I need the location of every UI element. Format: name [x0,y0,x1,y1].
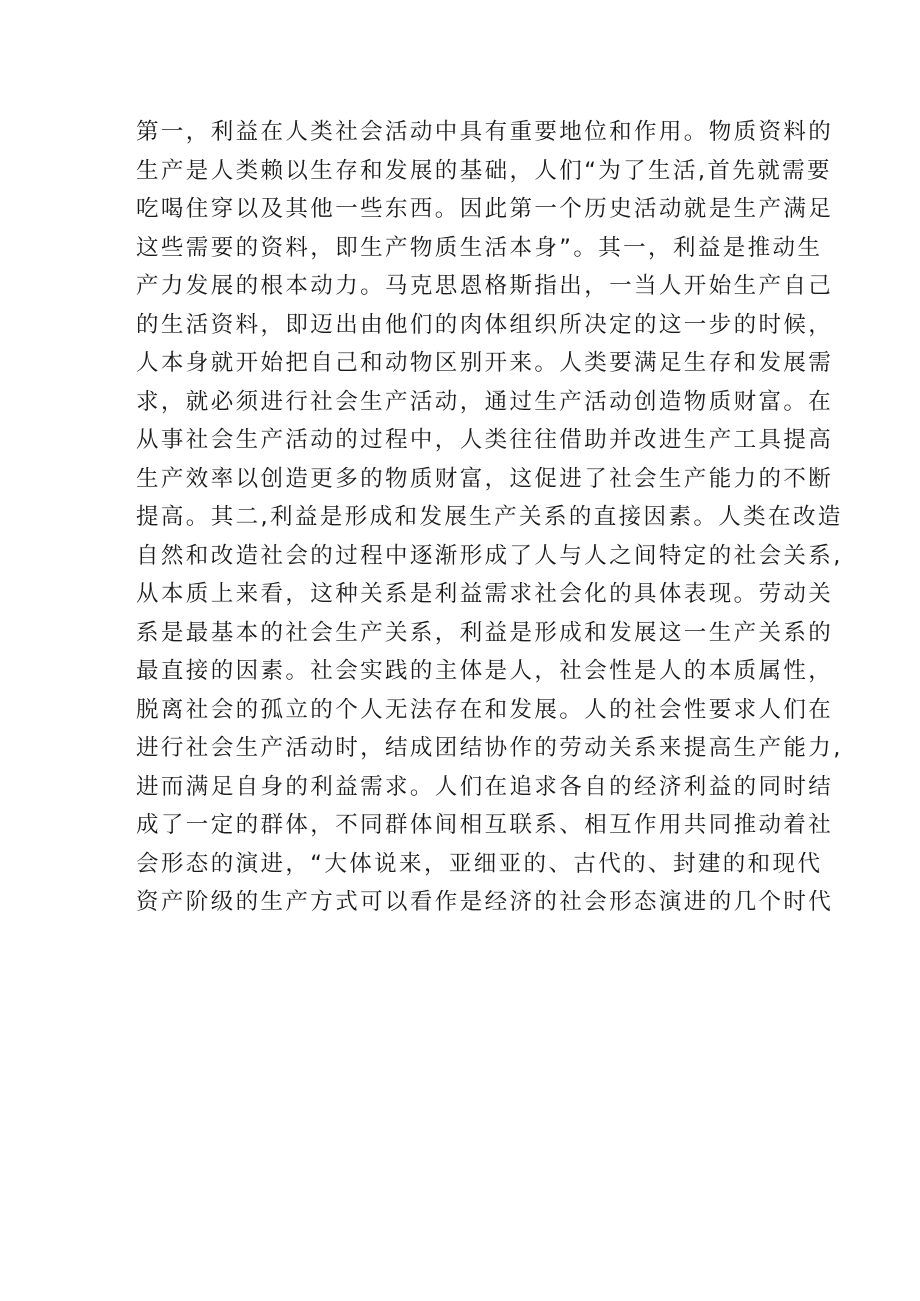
text-line-18: 进而满足自身的利益需求。人们在追求各自的经济利益的同时结 [136,773,834,800]
text-line-19: 成了一定的群体，不同群体间相互联系、相互作用共同推动着社 [136,812,834,838]
text-line-12: 自然和改造社会的过程中逐渐形成了人与人之间特定的社会关系, [136,542,843,569]
text-line-14: 系是最基本的社会生产关系，利益是形成和发展这一生产关系的 [136,619,834,646]
text-line-3: 吃喝住穿以及其他一些东西。因此第一个历史活动就是生产满足 [136,196,834,222]
text-line-17: 进行社会生产活动时，结成团结协作的劳动关系来提高生产能力, [136,735,843,761]
text-line-13: 从本质上来看，这种关系是利益需求社会化的具体表现。劳动关 [136,581,834,607]
text-line-10: 生产效率以创造更多的物质财富，这促进了社会生产能力的不断 [136,465,834,492]
text-line-16: 脱离社会的孤立的个人无法存在和发展。人的社会性要求人们在 [136,696,834,723]
body-paragraph [136,113,843,922]
text-line-7: 人本身就开始把自己和动物区别开来。人类要满足生存和发展需 [136,350,834,376]
text-line-2: 生产是人类赖以生存和发展的基础，人们“为了生活,首先就需要 [136,157,832,184]
text-line-9: 从事社会生产活动的过程中，人类往往借助并改进生产工具提高 [136,427,834,453]
text-line-4: 这些需要的资料，即生产物质生活本身”。其一，利益是推动生 [136,234,823,261]
text-line-15: 最直接的因素。社会实践的主体是人，社会性是人的本质属性， [136,658,834,684]
text-line-11: 提高。其二,利益是形成和发展生产关系的直接因素。人类在改造 [136,504,843,530]
text-line-21: 资产阶级的生产方式可以看作是经济的社会形态演进的几个时代 [136,889,834,915]
text-line-6: 的生活资料，即迈出由他们的肉体组织所决定的这一步的时候， [136,311,834,338]
text-line-20: 会形态的演进，“大体说来，亚细亚的、古代的、封建的和现代 [136,850,823,877]
text-line-5: 产力发展的根本动力。马克思恩格斯指出，一当人开始生产自己 [136,273,834,299]
text-line-1: 第一，利益在人类社会活动中具有重要地位和作用。物质资料的 [136,119,834,145]
text-line-8: 求，就必须进行社会生产活动，通过生产活动创造物质财富。在 [136,388,834,415]
